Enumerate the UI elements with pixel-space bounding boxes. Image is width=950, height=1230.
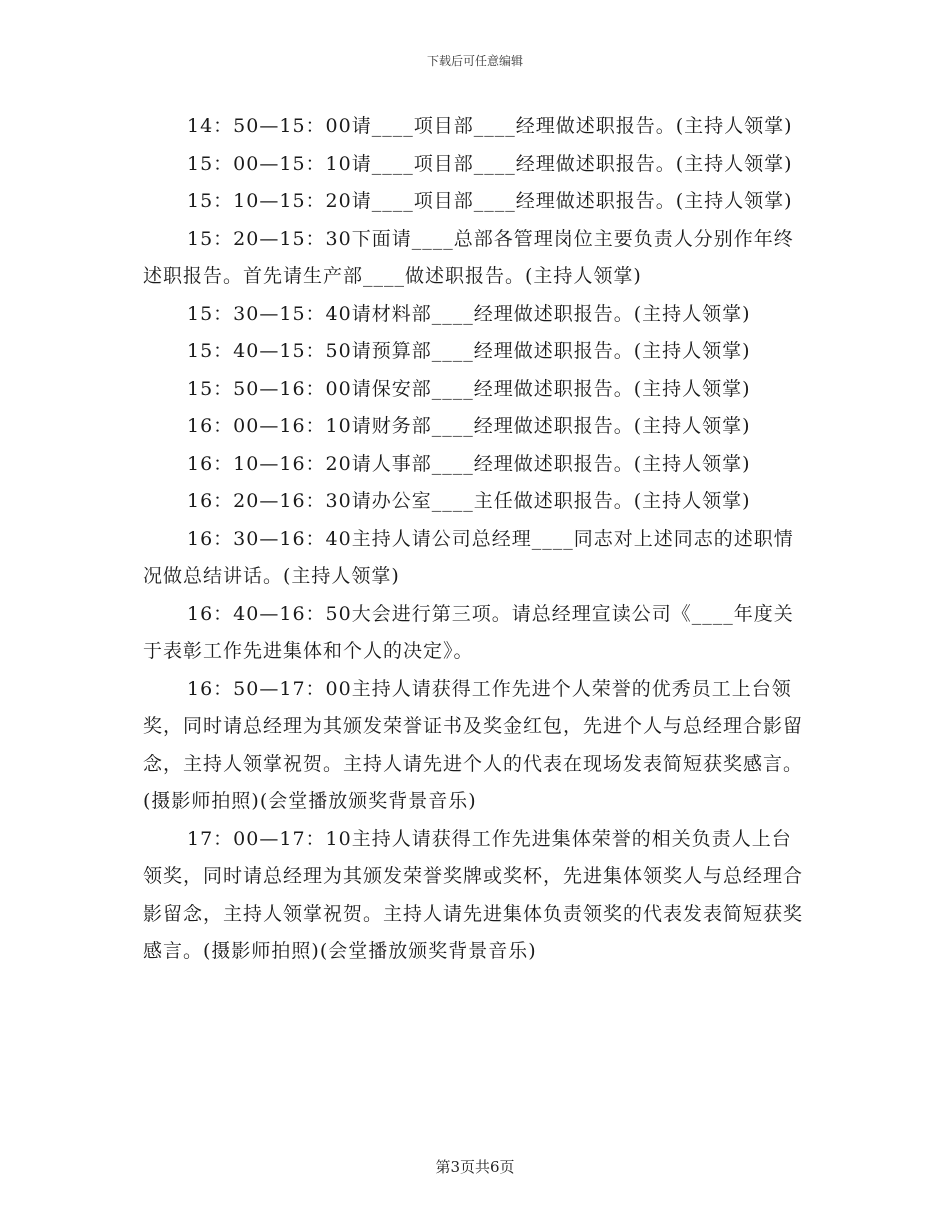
- page-footer: 第3页共6页: [435, 1158, 515, 1176]
- paragraph: 15：00—15：10请____项目部____经理做述职报告。(主持人领掌): [187, 152, 793, 175]
- paragraph: 17：00—17：10主持人请获得工作先进集体荣誉的相关负责人上台领奖，同时请总经理为其颁发荣誉奖牌或奖杯，先进集体领奖人与总经理合影留念，主持人领掌祝贺。主持人请先进集体负责领奖的代表发表简短获奖感言。(摄影师拍照)(会堂播放颁奖背景音乐): [143, 827, 804, 962]
- paragraph: 15：50—16：00请保安部____经理做述职报告。(主持人领掌): [187, 377, 751, 400]
- paragraph: 15：20—15：30下面请____总部各管理岗位主要负责人分别作年终述职报告。首先请生产部____做述职报告。(主持人领掌): [143, 227, 794, 287]
- paragraph: 15：10—15：20请____项目部____经理做述职报告。(主持人领掌): [187, 190, 793, 212]
- page-header: 下载后可任意编辑: [426, 54, 523, 68]
- paragraph: 15：40—15：50请预算部____经理做述职报告。(主持人领掌): [187, 340, 751, 362]
- paragraph: 16：50—17：00主持人请获得工作先进个人荣誉的优秀员工上台领奖，同时请总经理为其颁发荣誉证书及奖金红包，先进个人与总经理合影留念，主持人领掌祝贺。主持人请先进个人的代表在现场发表简短获奖感言。(摄影师拍照)(会堂播放颁奖背景音乐): [143, 677, 804, 812]
- paragraph: 15：30—15：40请材料部____经理做述职报告。(主持人领掌): [187, 302, 751, 325]
- paragraph: 14：50—15：00请____项目部____经理做述职报告。(主持人领掌): [187, 115, 793, 137]
- paragraph: 16：30—16：40主持人请公司总经理____同志对上述同志的述职情况做总结讲话。(主持人领掌): [143, 527, 794, 587]
- document-body: [143, 108, 808, 971]
- paragraph: 16：10—16：20请人事部____经理做述职报告。(主持人领掌): [187, 452, 751, 475]
- paragraph: 16：40—16：50大会进行第三项。请总经理宣读公司《____年度关于表彰工作先进集体和个人的决定》。: [143, 602, 794, 662]
- paragraph: 16：20—16：30请办公室____主任做述职报告。(主持人领掌): [187, 490, 751, 512]
- paragraph: 16：00—16：10请财务部____经理做述职报告。(主持人领掌): [187, 415, 751, 437]
